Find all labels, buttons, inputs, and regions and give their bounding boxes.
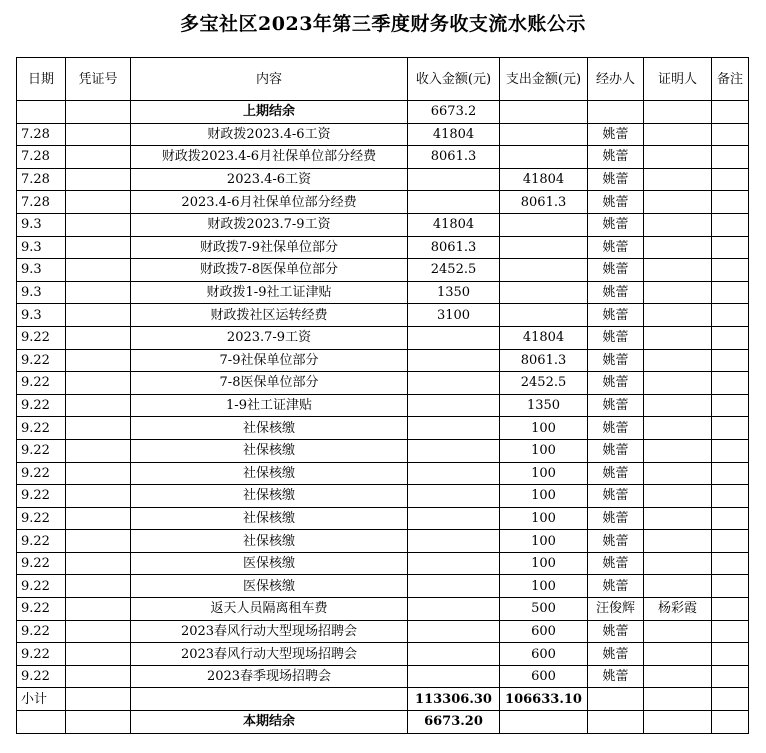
row-date: 9.22 (17, 462, 66, 485)
table-row (17, 123, 749, 146)
row-expense: 100 (500, 462, 588, 485)
table-row (17, 665, 749, 688)
table-row (17, 620, 749, 643)
table-row (17, 439, 749, 462)
row-note (712, 530, 749, 553)
row-witness (644, 485, 712, 508)
table-row (17, 146, 749, 169)
row-date: 9.22 (17, 439, 66, 462)
row-income (408, 575, 500, 598)
header-row (17, 58, 749, 101)
row-expense (500, 146, 588, 169)
row-handler: 姚蕾 (588, 394, 644, 417)
row-expense: 600 (500, 643, 588, 666)
row-expense: 41804 (500, 326, 588, 349)
row-income (408, 349, 500, 372)
row-note (712, 462, 749, 485)
row-witness (644, 643, 712, 666)
row-voucher (66, 236, 131, 259)
row-voucher (66, 462, 131, 485)
subtotal-label: 小计 (17, 688, 66, 711)
closing-balance-row (17, 711, 749, 734)
row-date: 9.22 (17, 485, 66, 508)
row-handler: 姚蕾 (588, 326, 644, 349)
row-income (408, 394, 500, 417)
row-handler: 姚蕾 (588, 665, 644, 688)
row-income (408, 485, 500, 508)
row-content: 2023.7-9工资 (131, 326, 408, 349)
row-expense: 1350 (500, 394, 588, 417)
row-date: 9.22 (17, 575, 66, 598)
row-date: 7.28 (17, 123, 66, 146)
row-handler: 姚蕾 (588, 213, 644, 236)
row-expense: 100 (500, 575, 588, 598)
row-expense: 100 (500, 417, 588, 440)
row-income: 41804 (408, 213, 500, 236)
row-handler: 姚蕾 (588, 439, 644, 462)
row-content: 7-8医保单位部分 (131, 372, 408, 395)
subtotal-expense: 106633.10 (500, 688, 588, 711)
row-date: 9.22 (17, 394, 66, 417)
row-date: 9.3 (17, 259, 66, 282)
row-income (408, 665, 500, 688)
row-note (712, 304, 749, 327)
row-note (712, 394, 749, 417)
row-handler: 姚蕾 (588, 281, 644, 304)
table-row (17, 304, 749, 327)
row-handler: 姚蕾 (588, 236, 644, 259)
row-voucher (66, 281, 131, 304)
opening-balance-row (17, 101, 749, 124)
row-date: 9.22 (17, 372, 66, 395)
row-handler: 姚蕾 (588, 146, 644, 169)
row-witness (644, 281, 712, 304)
row-content: 2023.4-6工资 (131, 168, 408, 191)
row-expense (500, 304, 588, 327)
closing-label: 本期结余 (131, 711, 408, 734)
row-content: 2023春风行动大型现场招聘会 (131, 620, 408, 643)
row-income (408, 462, 500, 485)
row-handler: 姚蕾 (588, 462, 644, 485)
row-witness (644, 439, 712, 462)
row-content: 社保核缴 (131, 485, 408, 508)
row-expense (500, 236, 588, 259)
row-date: 9.22 (17, 665, 66, 688)
row-content: 社保核缴 (131, 439, 408, 462)
row-voucher (66, 417, 131, 440)
row-content: 财政拨2023.4-6月社保单位部分经费 (131, 146, 408, 169)
row-income (408, 643, 500, 666)
row-witness (644, 123, 712, 146)
row-witness (644, 326, 712, 349)
row-voucher (66, 394, 131, 417)
table-row (17, 485, 749, 508)
row-income (408, 439, 500, 462)
row-voucher (66, 598, 131, 621)
table-row (17, 394, 749, 417)
row-voucher (66, 575, 131, 598)
row-witness (644, 236, 712, 259)
row-content: 医保核缴 (131, 552, 408, 575)
header-witness: 证明人 (644, 58, 712, 101)
row-witness: 杨彩霞 (644, 598, 712, 621)
row-handler: 姚蕾 (588, 372, 644, 395)
row-content: 7-9社保单位部分 (131, 349, 408, 372)
ledger-table (16, 57, 749, 734)
row-date: 9.22 (17, 326, 66, 349)
row-handler: 姚蕾 (588, 123, 644, 146)
row-note (712, 643, 749, 666)
row-expense: 100 (500, 507, 588, 530)
row-voucher (66, 620, 131, 643)
table-row (17, 530, 749, 553)
row-date: 9.3 (17, 304, 66, 327)
row-expense (500, 213, 588, 236)
row-witness (644, 620, 712, 643)
row-handler: 姚蕾 (588, 417, 644, 440)
row-voucher (66, 123, 131, 146)
row-income: 8061.3 (408, 146, 500, 169)
row-date: 9.22 (17, 552, 66, 575)
row-date: 7.28 (17, 191, 66, 214)
page-title: 多宝社区2023年第三季度财务收支流水账公示 (180, 13, 586, 35)
row-expense (500, 259, 588, 282)
row-expense: 100 (500, 530, 588, 553)
row-income (408, 417, 500, 440)
row-income (408, 326, 500, 349)
row-date: 9.22 (17, 417, 66, 440)
table-row (17, 191, 749, 214)
row-witness (644, 304, 712, 327)
row-witness (644, 530, 712, 553)
row-content: 2023.4-6月社保单位部分经费 (131, 191, 408, 214)
table-row (17, 417, 749, 440)
row-voucher (66, 643, 131, 666)
closing-income: 6673.20 (408, 711, 500, 734)
row-date: 9.22 (17, 349, 66, 372)
row-voucher (66, 665, 131, 688)
table-row (17, 643, 749, 666)
row-date: 9.22 (17, 643, 66, 666)
row-expense: 600 (500, 665, 588, 688)
row-note (712, 620, 749, 643)
row-expense: 100 (500, 552, 588, 575)
row-note (712, 259, 749, 282)
row-date: 7.28 (17, 146, 66, 169)
row-voucher (66, 304, 131, 327)
row-voucher (66, 259, 131, 282)
table-row (17, 326, 749, 349)
row-witness (644, 168, 712, 191)
table-row (17, 462, 749, 485)
row-voucher (66, 349, 131, 372)
row-note (712, 236, 749, 259)
row-content: 财政拨7-9社保单位部分 (131, 236, 408, 259)
row-handler: 姚蕾 (588, 168, 644, 191)
table-row (17, 507, 749, 530)
header-content: 内容 (131, 58, 408, 101)
row-date: 9.22 (17, 598, 66, 621)
row-content: 医保核缴 (131, 575, 408, 598)
row-voucher (66, 146, 131, 169)
row-witness (644, 665, 712, 688)
row-income: 8061.3 (408, 236, 500, 259)
row-witness (644, 552, 712, 575)
header-voucher: 凭证号 (66, 58, 131, 101)
opening-income: 6673.2 (408, 101, 500, 124)
row-expense: 8061.3 (500, 349, 588, 372)
row-date: 9.22 (17, 507, 66, 530)
row-voucher (66, 530, 131, 553)
row-income: 1350 (408, 281, 500, 304)
row-handler: 汪俊辉 (588, 598, 644, 621)
row-voucher (66, 552, 131, 575)
row-note (712, 507, 749, 530)
row-content: 社保核缴 (131, 507, 408, 530)
row-witness (644, 191, 712, 214)
row-voucher (66, 507, 131, 530)
row-handler: 姚蕾 (588, 552, 644, 575)
row-witness (644, 507, 712, 530)
subtotal-income: 113306.30 (408, 688, 500, 711)
row-income (408, 191, 500, 214)
row-witness (644, 213, 712, 236)
header-note: 备注 (712, 58, 749, 101)
row-income (408, 620, 500, 643)
row-income (408, 552, 500, 575)
row-expense: 8061.3 (500, 191, 588, 214)
row-date: 9.3 (17, 213, 66, 236)
row-handler: 姚蕾 (588, 349, 644, 372)
row-note (712, 439, 749, 462)
table-row (17, 168, 749, 191)
row-voucher (66, 439, 131, 462)
row-date: 7.28 (17, 168, 66, 191)
table-row (17, 372, 749, 395)
row-handler: 姚蕾 (588, 191, 644, 214)
row-content: 1-9社工证津贴 (131, 394, 408, 417)
header-handler: 经办人 (588, 58, 644, 101)
row-content: 财政拨社区运转经费 (131, 304, 408, 327)
row-witness (644, 349, 712, 372)
row-income: 3100 (408, 304, 500, 327)
opening-label: 上期结余 (131, 101, 408, 124)
row-income (408, 530, 500, 553)
row-voucher (66, 191, 131, 214)
row-witness (644, 575, 712, 598)
row-date: 9.22 (17, 530, 66, 553)
row-handler: 姚蕾 (588, 575, 644, 598)
table-row (17, 598, 749, 621)
row-witness (644, 146, 712, 169)
row-income (408, 598, 500, 621)
row-expense: 2452.5 (500, 372, 588, 395)
header-expense: 支出金额(元) (500, 58, 588, 101)
row-expense (500, 123, 588, 146)
row-content: 返天人员隔离租车费 (131, 598, 408, 621)
header-date: 日期 (17, 58, 66, 101)
row-handler: 姚蕾 (588, 507, 644, 530)
row-voucher (66, 326, 131, 349)
row-date: 9.3 (17, 281, 66, 304)
row-voucher (66, 485, 131, 508)
row-note (712, 123, 749, 146)
row-note (712, 146, 749, 169)
row-note (712, 417, 749, 440)
row-content: 财政拨2023.4-6工资 (131, 123, 408, 146)
row-income: 2452.5 (408, 259, 500, 282)
row-witness (644, 462, 712, 485)
table-row (17, 213, 749, 236)
row-content: 2023春季现场招聘会 (131, 665, 408, 688)
row-content: 社保核缴 (131, 417, 408, 440)
row-expense: 600 (500, 620, 588, 643)
header-income: 收入金额(元) (408, 58, 500, 101)
row-content: 2023春风行动大型现场招聘会 (131, 643, 408, 666)
row-content: 财政拨7-8医保单位部分 (131, 259, 408, 282)
row-content: 社保核缴 (131, 530, 408, 553)
row-expense: 100 (500, 485, 588, 508)
row-expense: 500 (500, 598, 588, 621)
row-note (712, 281, 749, 304)
row-income (408, 372, 500, 395)
row-content: 社保核缴 (131, 462, 408, 485)
row-income: 41804 (408, 123, 500, 146)
row-note (712, 598, 749, 621)
table-row (17, 575, 749, 598)
row-date: 9.22 (17, 620, 66, 643)
row-note (712, 326, 749, 349)
row-expense: 100 (500, 439, 588, 462)
row-handler: 姚蕾 (588, 259, 644, 282)
row-witness (644, 417, 712, 440)
row-note (712, 552, 749, 575)
row-note (712, 372, 749, 395)
row-note (712, 191, 749, 214)
row-handler: 姚蕾 (588, 485, 644, 508)
row-note (712, 168, 749, 191)
row-note (712, 349, 749, 372)
row-expense: 41804 (500, 168, 588, 191)
row-witness (644, 372, 712, 395)
row-expense (500, 281, 588, 304)
row-income (408, 507, 500, 530)
row-date: 9.3 (17, 236, 66, 259)
row-note (712, 485, 749, 508)
row-income (408, 168, 500, 191)
row-witness (644, 259, 712, 282)
row-voucher (66, 168, 131, 191)
row-handler: 姚蕾 (588, 304, 644, 327)
row-voucher (66, 213, 131, 236)
subtotal-row (17, 688, 749, 711)
table-row (17, 236, 749, 259)
row-note (712, 575, 749, 598)
row-content: 财政拨2023.7-9工资 (131, 213, 408, 236)
row-voucher (66, 372, 131, 395)
row-content: 财政拨1-9社工证津贴 (131, 281, 408, 304)
row-handler: 姚蕾 (588, 530, 644, 553)
table-row (17, 552, 749, 575)
row-handler: 姚蕾 (588, 643, 644, 666)
table-row (17, 259, 749, 282)
table-row (17, 349, 749, 372)
row-witness (644, 394, 712, 417)
row-handler: 姚蕾 (588, 620, 644, 643)
table-row (17, 281, 749, 304)
row-note (712, 665, 749, 688)
row-note (712, 213, 749, 236)
